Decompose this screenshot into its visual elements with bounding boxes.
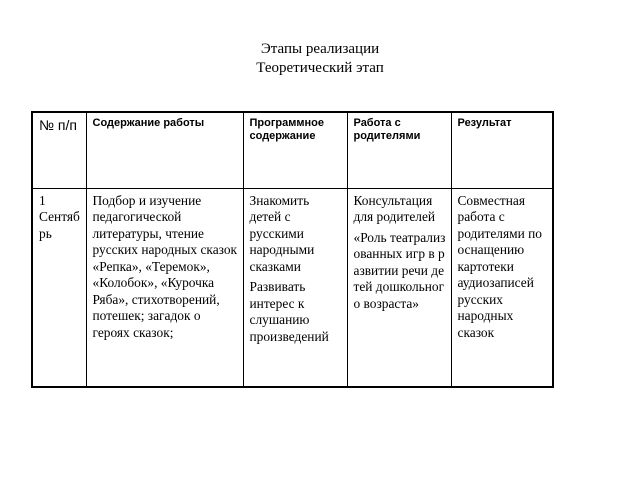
cell-parents (347, 188, 451, 387)
title-line-1: Этапы реализации (260, 41, 380, 57)
header-result: Результат (451, 112, 553, 188)
program-item-2: Развивать интерес к слушанию произведений (249, 279, 329, 344)
cell-result: Совместная работа с родителями по оснащению картотеки аудиозаписей русских народных сказок (451, 188, 553, 387)
table-row (32, 188, 553, 387)
parents-item-1: Консультация для родителей (353, 192, 436, 224)
title-line-2: Теоретический этап (256, 60, 384, 76)
parents-item-2: «Роль театрализованных игр в развитии речи детей дошкольного возраста» (353, 229, 446, 311)
stages-table (31, 111, 554, 388)
cell-content: Подбор и изучение педагогической литературы, чтение русских народных сказок «Репка», «Теремок», «Колобок», «Курочка Ряба», стихотворений, потешек; загадок о героях сказок; (86, 188, 243, 387)
table-header-row (32, 112, 553, 188)
program-item-1: Знакомить детей с русскими народными сказками (249, 192, 315, 274)
page-title (0, 40, 640, 78)
header-number: № п/п (32, 112, 86, 188)
cell-number (32, 188, 86, 387)
cell-program (243, 188, 347, 387)
header-program: Программное содержание (243, 112, 347, 188)
header-parents: Работа с родителями (347, 112, 451, 188)
row-number: 1 (39, 192, 46, 208)
row-month: Сентябрь (39, 209, 80, 241)
header-content: Содержание работы (86, 112, 243, 188)
